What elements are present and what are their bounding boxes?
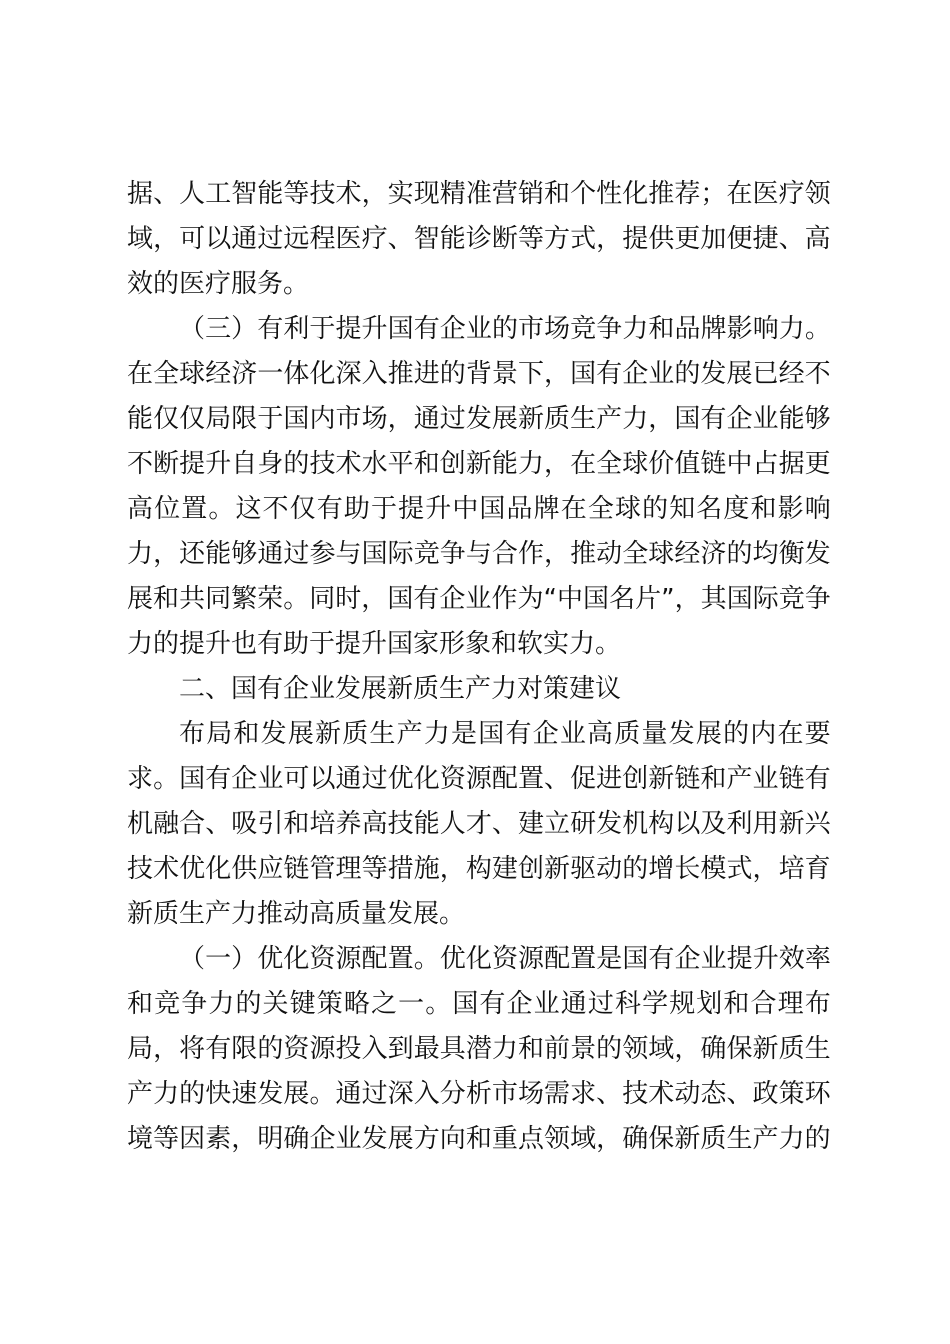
- document-body: [127, 172, 831, 1162]
- text-line: 能 仅 仅 局 限 于 国 内 市 场 ， 通 过 发 展 新 质 生 产 力 ， 国 有 企 业 能 够: [127, 404, 831, 434]
- text-line: 布 局 和 发 展 新 质 生 产 力 是 国 有 企 业 高 质 量 发 展 的 内 在 要: [179, 719, 831, 749]
- text-line: 和 竞 争 力 的 关 键 策 略 之 一 。 国 有 企 业 通 过 科 学 规 划 和 合 理 布: [127, 989, 831, 1019]
- text-line: 展 和 共 同 繁 荣 。 同 时 ， 国 有 企 业 作 为 “ 中 国 名 片 ” ， 其 国 际 竞 争: [127, 584, 831, 614]
- section-heading: （ 一 ） 优 化 资 源 配 置 。 优 化 资 源 配 置 是 国 有 企 业 提 升 效 率: [179, 944, 831, 974]
- text-line: 力 ， 还 能 够 通 过 参 与 国 际 竞 争 与 合 作 ， 推 动 全 球 经 济 的 均 衡 发: [127, 539, 831, 569]
- text-line: 效的医疗服务。: [127, 269, 310, 299]
- text-line: 机 融 合 、 吸 引 和 培 养 高 技 能 人 才 、 建 立 研 发 机 构 以 及 利 用 新 兴: [127, 809, 831, 839]
- text-line: 力的提升也有助于提升国家形象和软实力。: [127, 629, 622, 659]
- text-line: 求 。 国 有 企 业 可 以 通 过 优 化 资 源 配 置 、 促 进 创 新 链 和 产 业 链 有: [127, 764, 831, 794]
- text-line: 新质生产力推动高质量发展。: [127, 899, 466, 929]
- text-line: 局 ， 将 有 限 的 资 源 投 入 到 最 具 潜 力 和 前 景 的 领 域 ， 确 保 新 质 生: [127, 1034, 831, 1064]
- chapter-heading: 二、国有企业发展新质生产力对策建议: [179, 674, 622, 704]
- text-line: 产 力 的 快 速 发 展 。 通 过 深 入 分 析 市 场 需 求 、 技 术 动 态 、 政 策 环: [127, 1079, 831, 1109]
- text-line: 在 全 球 经 济 一 体 化 深 入 推 进 的 背 景 下 ， 国 有 企 业 的 发 展 已 经 不: [127, 359, 831, 389]
- text-line: 不 断 提 升 自 身 的 技 术 水 平 和 创 新 能 力 ， 在 全 球 价 值 链 中 占 据 更: [127, 449, 831, 479]
- text-line: 据 、 人 工 智 能 等 技 术 ， 实 现 精 准 营 销 和 个 性 化 推 荐 ； 在 医 疗 领: [127, 179, 831, 209]
- text-line: 技 术 优 化 供 应 链 管 理 等 措 施 ， 构 建 创 新 驱 动 的 增 长 模 式 ， 培 育: [127, 854, 831, 884]
- text-line: 境 等 因 素 ， 明 确 企 业 发 展 方 向 和 重 点 领 域 ， 确 保 新 质 生 产 力 的: [127, 1124, 831, 1154]
- section-heading: （ 三 ） 有 利 于 提 升 国 有 企 业 的 市 场 竞 争 力 和 品 牌 影 响 力 。: [179, 314, 831, 344]
- text-line: 域 ， 可 以 通 过 远 程 医 疗 、 智 能 诊 断 等 方 式 ， 提 供 更 加 便 捷 、 高: [127, 224, 831, 254]
- text-line: 高 位 置 。 这 不 仅 有 助 于 提 升 中 国 品 牌 在 全 球 的 知 名 度 和 影 响: [127, 494, 831, 524]
